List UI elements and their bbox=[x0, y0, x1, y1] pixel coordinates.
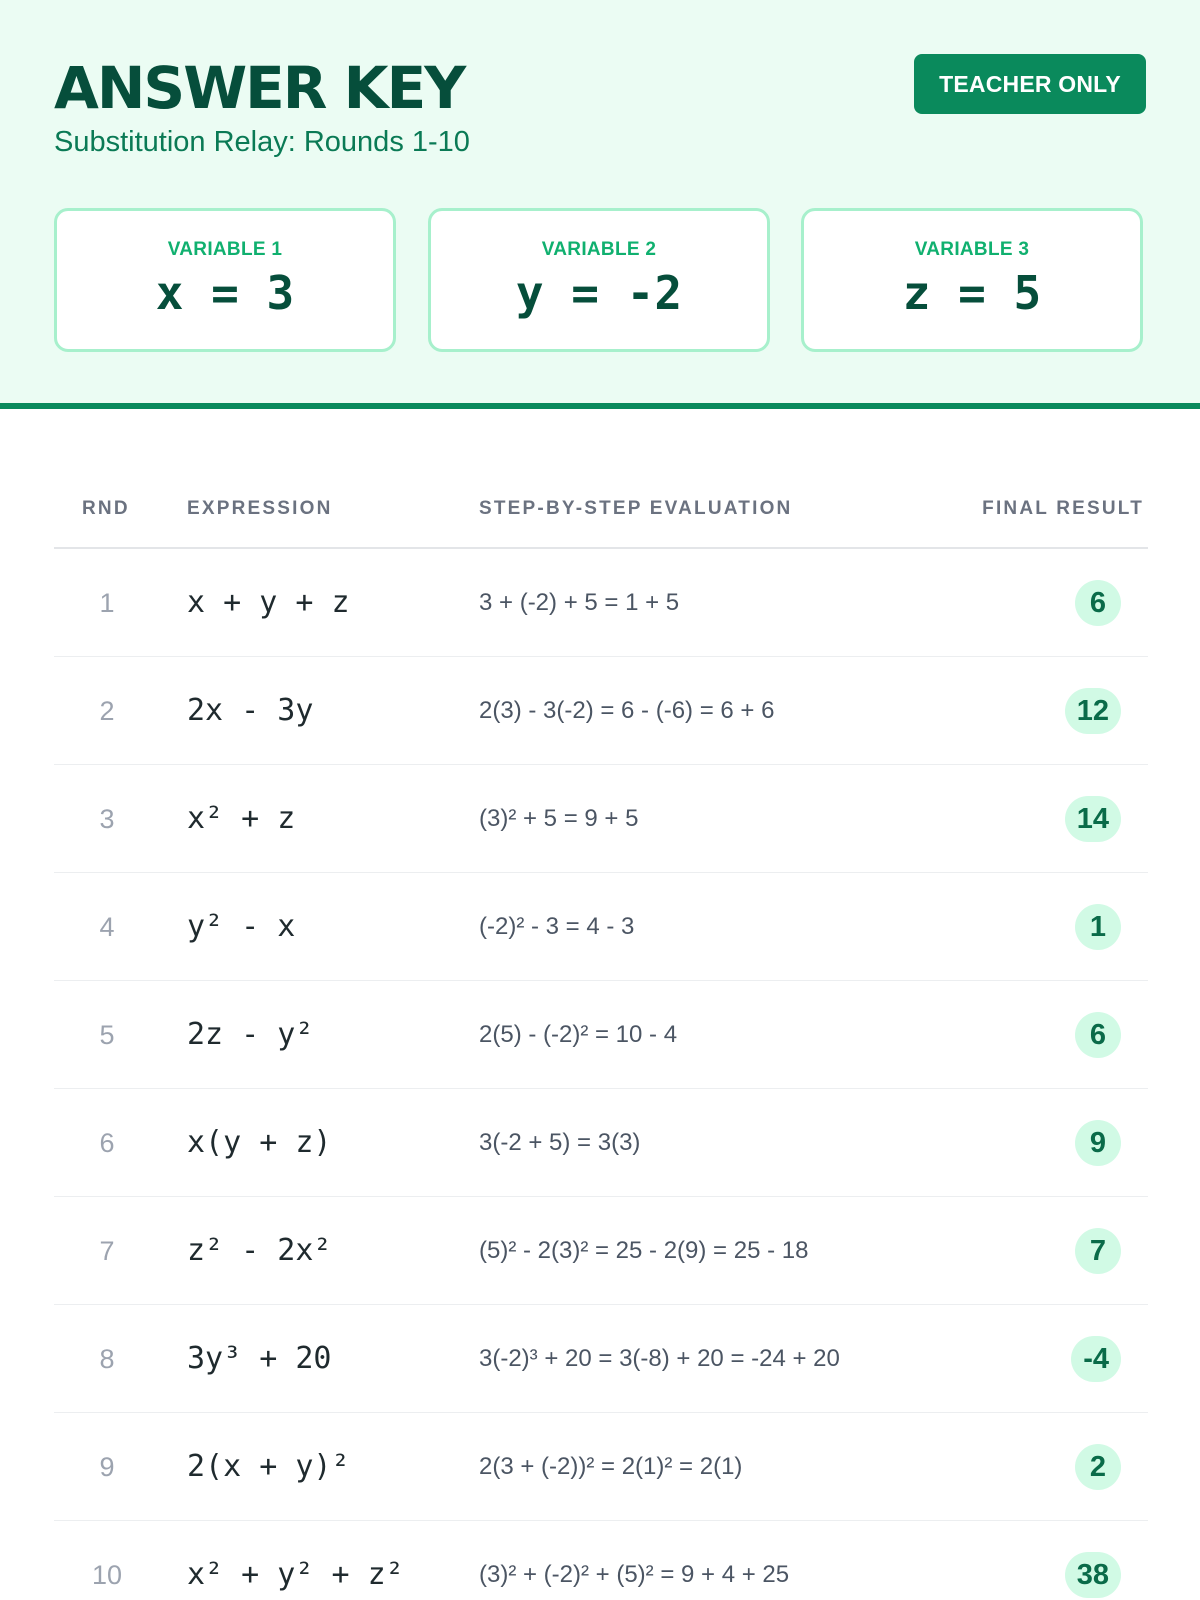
column-header-result: FINAL RESULT bbox=[982, 498, 1144, 519]
column-header-round: RND bbox=[82, 498, 130, 519]
result-badge: 9 bbox=[1075, 1120, 1121, 1166]
evaluation-steps: (3)² + 5 = 9 + 5 bbox=[479, 805, 639, 832]
result-badge: 6 bbox=[1075, 1012, 1121, 1058]
expression: 2z - y² bbox=[187, 1017, 314, 1052]
round-number: 7 bbox=[99, 1236, 115, 1266]
result-badge: 12 bbox=[1065, 688, 1121, 734]
expression: x(y + z) bbox=[187, 1125, 332, 1160]
evaluation-steps: (3)² + (-2)² + (5)² = 9 + 4 + 25 bbox=[479, 1561, 790, 1588]
table-row bbox=[54, 657, 1148, 765]
answer-table-body bbox=[54, 549, 1148, 1600]
evaluation-steps: 3 + (-2) + 5 = 1 + 5 bbox=[479, 589, 680, 616]
variable-label: VARIABLE 1 bbox=[167, 239, 283, 260]
variable-label: VARIABLE 3 bbox=[914, 239, 1030, 260]
variable-value: z = 5 bbox=[902, 266, 1042, 320]
result-badge: 38 bbox=[1065, 1552, 1121, 1598]
expression: y² - x bbox=[187, 909, 296, 944]
variable-value: y = -2 bbox=[515, 266, 683, 320]
table-row bbox=[54, 765, 1148, 873]
expression: 2(x + y)² bbox=[187, 1449, 350, 1484]
round-number: 5 bbox=[99, 1020, 115, 1050]
evaluation-steps: 3(-2)³ + 20 = 3(-8) + 20 = -24 + 20 bbox=[479, 1345, 840, 1372]
result-badge: 14 bbox=[1065, 796, 1121, 842]
expression: x² + y² + z² bbox=[187, 1557, 404, 1592]
result-badge: 6 bbox=[1075, 580, 1121, 626]
evaluation-steps: (5)² - 2(3)² = 25 - 2(9) = 25 - 18 bbox=[479, 1237, 809, 1264]
table-row bbox=[54, 873, 1148, 981]
result-badge: -4 bbox=[1071, 1336, 1121, 1382]
page-title: ANSWER KEY bbox=[54, 54, 465, 122]
result-badge: 1 bbox=[1075, 904, 1121, 950]
variable-card-y bbox=[428, 208, 770, 352]
result-badge: 7 bbox=[1075, 1228, 1121, 1274]
column-header-expression: EXPRESSION bbox=[187, 498, 333, 519]
table-row bbox=[54, 1521, 1148, 1600]
evaluation-steps: 2(3) - 3(-2) = 6 - (-6) = 6 + 6 bbox=[479, 697, 775, 724]
column-header-steps: STEP-BY-STEP EVALUATION bbox=[479, 498, 793, 519]
variable-card-z bbox=[801, 208, 1143, 352]
result-badge: 2 bbox=[1075, 1444, 1121, 1490]
evaluation-steps: 3(-2 + 5) = 3(3) bbox=[479, 1129, 641, 1156]
variable-value: x = 3 bbox=[155, 266, 295, 320]
round-number: 9 bbox=[99, 1452, 115, 1482]
round-number: 6 bbox=[99, 1128, 115, 1158]
variable-card-x bbox=[54, 208, 396, 352]
expression: x² + z bbox=[187, 801, 296, 836]
round-number: 4 bbox=[99, 912, 115, 942]
table-row bbox=[54, 1197, 1148, 1305]
expression: 2x - 3y bbox=[187, 693, 314, 728]
evaluation-steps: (-2)² - 3 = 4 - 3 bbox=[479, 913, 635, 940]
expression: x + y + z bbox=[187, 585, 350, 620]
header-band bbox=[0, 0, 1200, 409]
round-number: 1 bbox=[99, 588, 115, 618]
table-row bbox=[54, 1413, 1148, 1521]
expression: 3y³ + 20 bbox=[187, 1341, 332, 1376]
evaluation-steps: 2(3 + (-2))² = 2(1)² = 2(1) bbox=[479, 1453, 743, 1480]
evaluation-steps: 2(5) - (-2)² = 10 - 4 bbox=[479, 1021, 678, 1048]
round-number: 2 bbox=[99, 696, 115, 726]
table-row bbox=[54, 1305, 1148, 1413]
round-number: 3 bbox=[99, 804, 115, 834]
round-number: 10 bbox=[91, 1560, 123, 1590]
table-row bbox=[54, 981, 1148, 1089]
page-subtitle: Substitution Relay: Rounds 1-10 bbox=[54, 126, 470, 158]
expression: z² - 2x² bbox=[187, 1233, 332, 1268]
teacher-only-badge: TEACHER ONLY bbox=[914, 54, 1146, 114]
table-row bbox=[54, 549, 1148, 657]
variable-label: VARIABLE 2 bbox=[541, 239, 657, 260]
round-number: 8 bbox=[99, 1344, 115, 1374]
table-row bbox=[54, 1089, 1148, 1197]
